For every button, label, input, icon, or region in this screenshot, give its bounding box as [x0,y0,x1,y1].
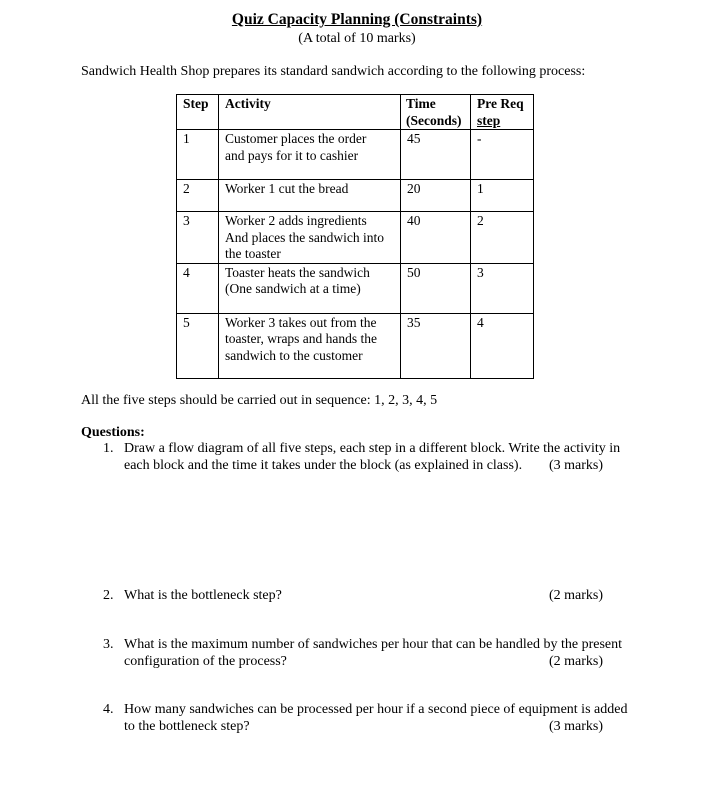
header-activity: Activity [219,95,401,130]
question-1-number: 1. [103,441,114,456]
question-4-line1: How many sandwiches can be processed per hour if a second piece of equipment is added [124,702,628,717]
page-title [0,11,714,29]
question-1-line1: Draw a flow diagram of all five steps, each step in a different block. Write the activity in [124,441,621,456]
table-row [177,212,534,264]
question-4-line2: to the bottleneck step? [124,719,250,734]
process-table [176,94,534,379]
header-step: Step [177,95,219,130]
header-time-line1: Time [406,96,436,111]
questions-heading: Questions: [81,425,145,440]
activity-line: (One sandwich at a time) [225,281,361,296]
cell-step: 5 [177,313,219,378]
cell-activity [219,212,401,264]
activity-line: toaster, wraps and hands the [225,331,378,346]
sequence-note: All the five steps should be carried out in sequence: 1, 2, 3, 4, 5 [81,393,438,408]
header-time-line2: (Seconds) [406,112,462,128]
header-prereq-line1: Pre Req [477,96,524,111]
question-2-marks: (2 marks) [549,588,604,603]
activity-line: sandwich to the customer [225,347,363,363]
question-3-line2: configuration of the process? [124,654,287,669]
cell-prereq: 3 [471,263,534,313]
activity-line: And places the sandwich into [225,229,384,245]
activity-line: and pays for it to cashier [225,147,359,163]
cell-prereq: 2 [471,212,534,264]
header-prereq-line2: step [477,112,501,128]
cell-time: 50 [401,263,471,313]
activity-line: the toaster [225,246,281,261]
cell-prereq: 4 [471,313,534,378]
table-row [177,263,534,313]
cell-time: 45 [401,130,471,180]
table-row [177,180,534,212]
cell-prereq: - [471,130,534,180]
header-time [401,95,471,130]
cell-activity [219,180,401,212]
cell-step: 3 [177,212,219,264]
page-subtitle: (A total of 10 marks) [298,31,416,46]
activity-line: Worker 1 cut the bread [225,181,349,196]
cell-prereq: 1 [471,180,534,212]
cell-activity [219,313,401,378]
intro-paragraph: Sandwich Health Shop prepares its standard sandwich according to the following process: [81,64,586,79]
question-3-marks: (2 marks) [549,654,604,669]
question-3-number: 3. [103,637,114,652]
cell-step: 1 [177,130,219,180]
question-4-number: 4. [103,702,114,717]
title-text: Quiz Capacity Planning (Constraints) [231,11,483,28]
cell-activity [219,263,401,313]
activity-line: Worker 2 adds ingredients [225,213,367,228]
activity-line: Worker 3 takes out from the [225,314,377,330]
table-row [177,130,534,180]
cell-time: 20 [401,180,471,212]
cell-time: 35 [401,313,471,378]
question-1-line2: each block and the time it takes under the block (as explained in class). [124,458,523,473]
cell-step: 2 [177,180,219,212]
table-header-row [177,95,534,130]
activity-line: Toaster heats the sandwich [225,264,370,280]
table-row [177,313,534,378]
header-prereq [471,95,534,130]
question-2-number: 2. [103,588,114,603]
question-1-marks: (3 marks) [549,458,604,473]
cell-step: 4 [177,263,219,313]
question-4-marks: (3 marks) [549,719,604,734]
cell-time: 40 [401,212,471,264]
activity-line: Customer places the order [225,131,367,146]
cell-activity [219,130,401,180]
question-3-line1: What is the maximum number of sandwiches per hour that can be handled by the present [124,637,623,652]
question-2-line1: What is the bottleneck step? [124,588,282,603]
